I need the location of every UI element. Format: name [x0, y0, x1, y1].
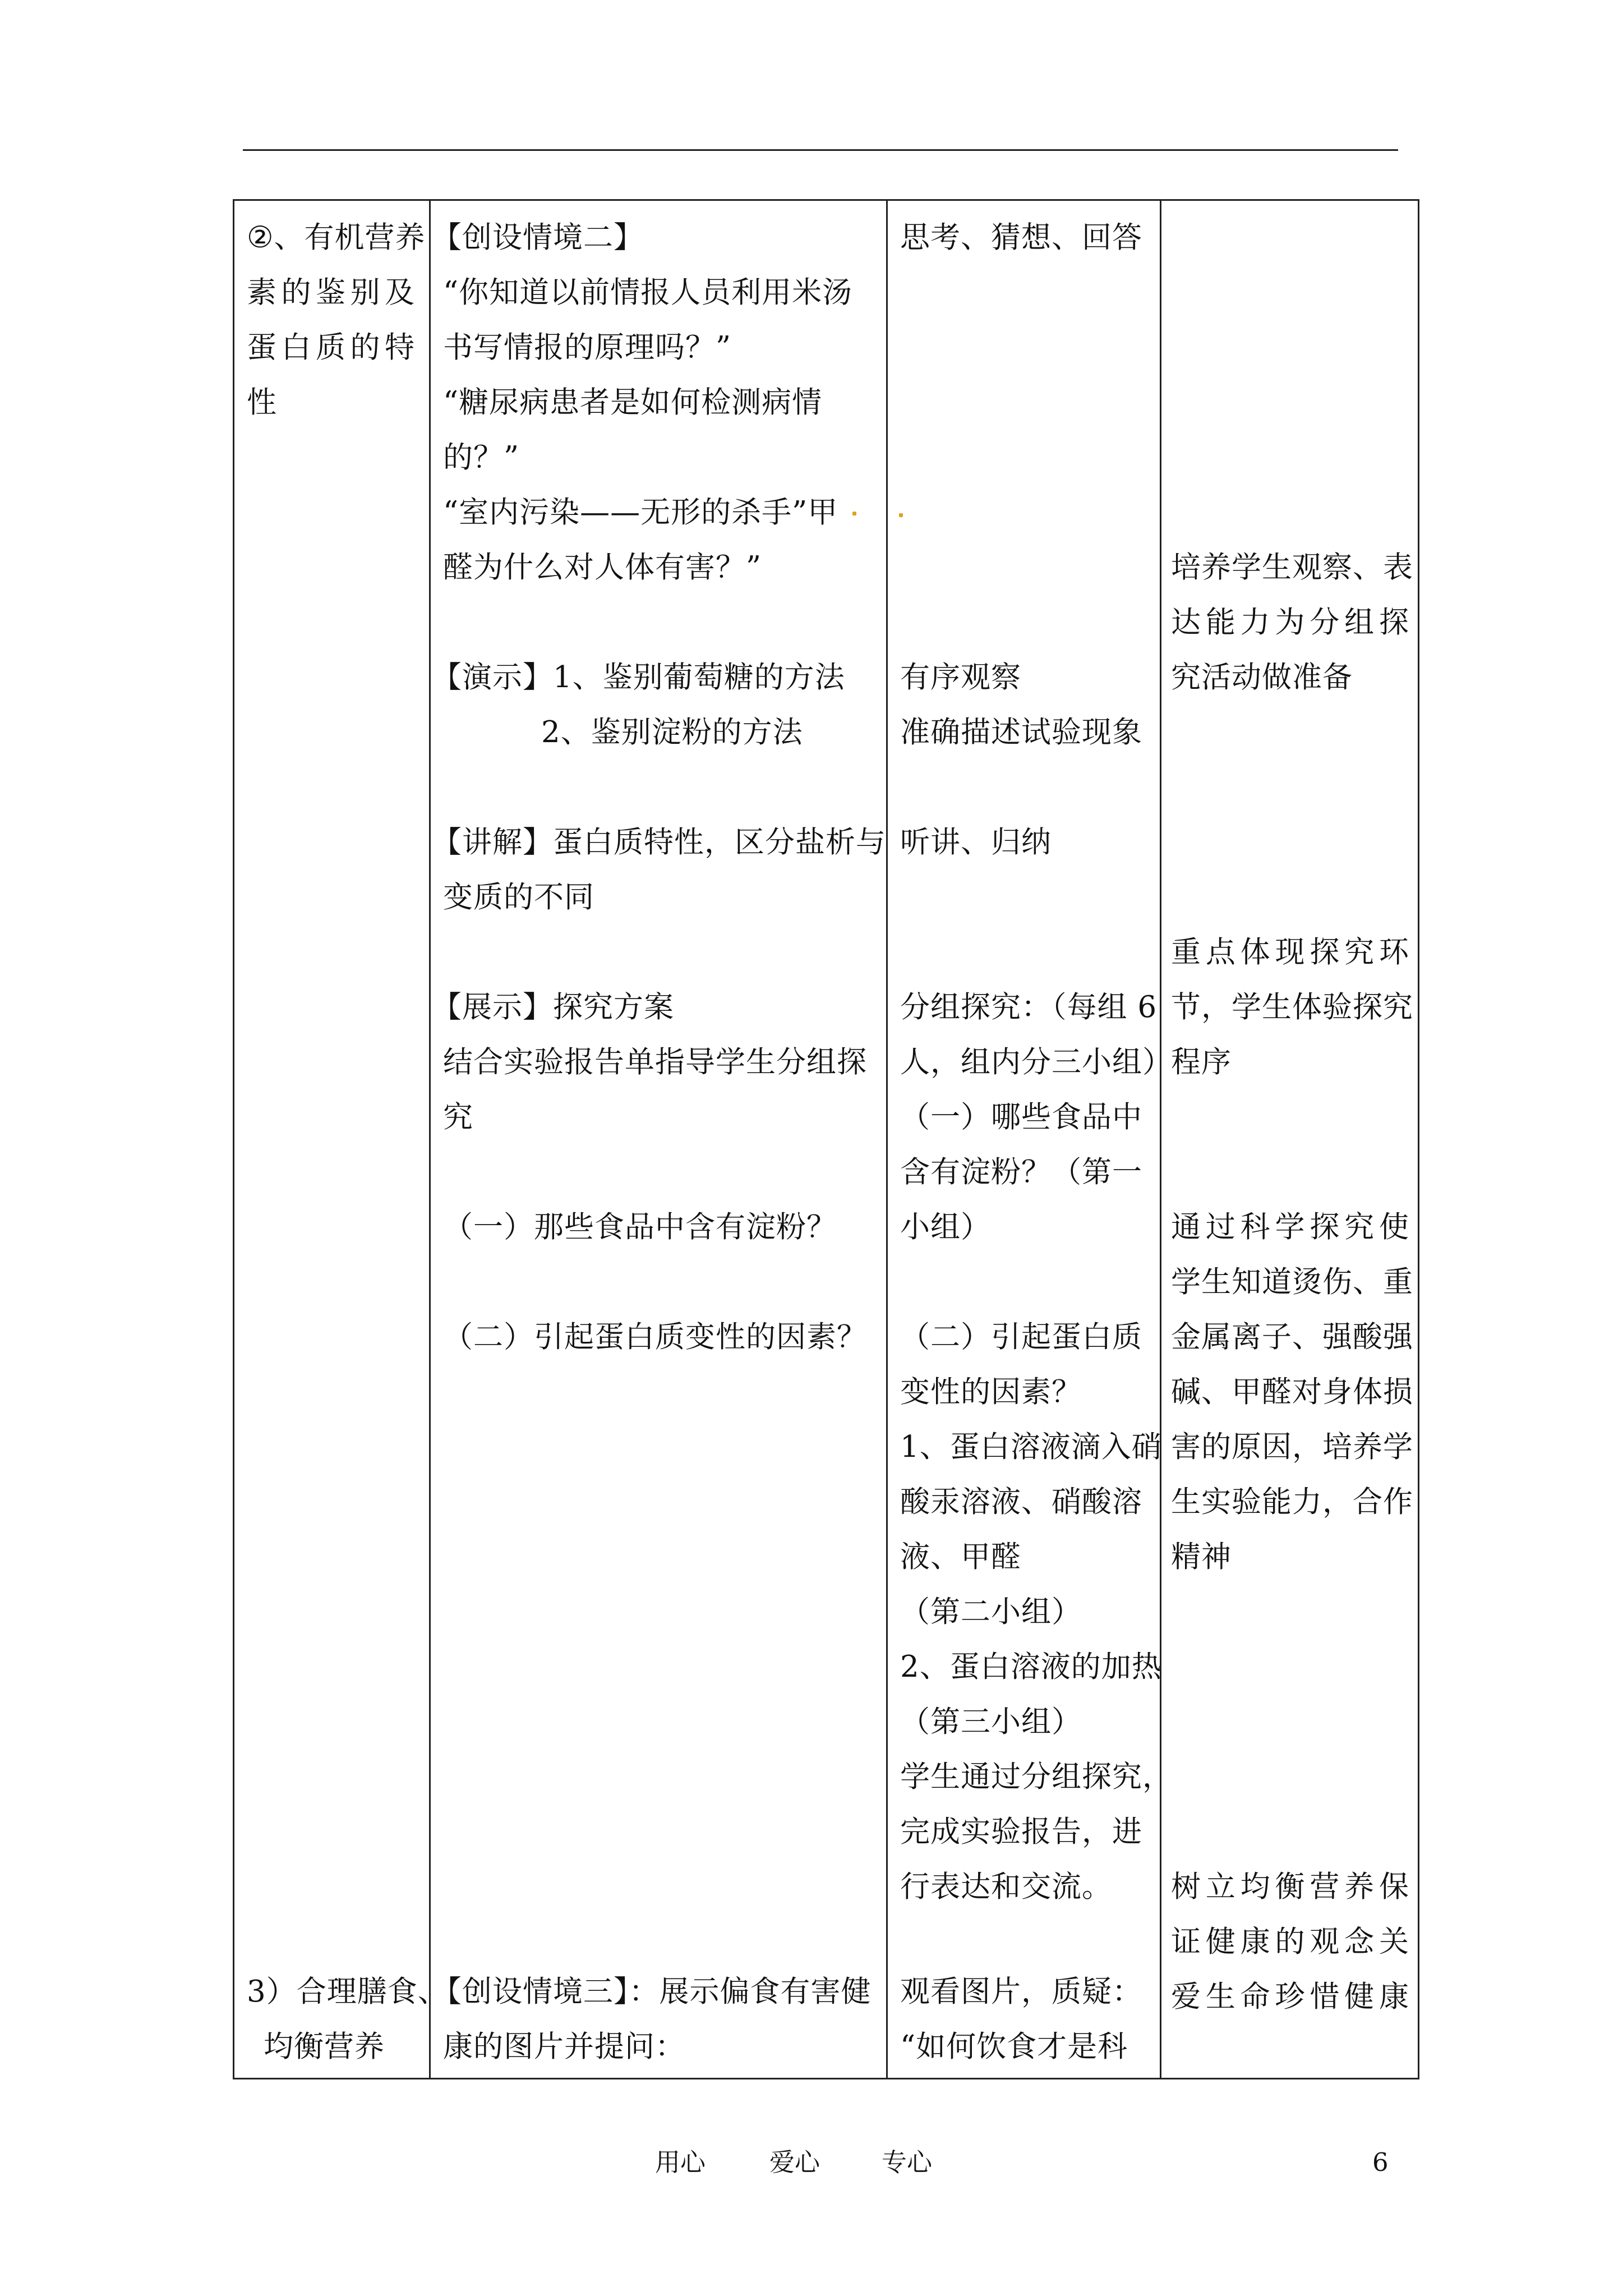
topic-line: 蛋 白 质 的 特: [247, 330, 415, 365]
intent-line: 培 养 学 生 观 察 、 表: [1171, 550, 1413, 585]
student-line: 学生通过分组探究，: [900, 1760, 1173, 1794]
show-desc: 究: [443, 1100, 473, 1134]
intent-line: 树 立 均 衡 营 养 保: [1171, 1870, 1409, 1904]
scenario-question: “室内污染——无形的杀手”甲: [443, 495, 838, 530]
inquiry-item: （二）引起蛋白质变性的因素？: [443, 1320, 867, 1354]
demo-line: 【演示】1、鉴别葡萄糖的方法: [432, 660, 845, 694]
intent-line: 精神: [1171, 1540, 1232, 1574]
intent-line: 学 生 知 道 烫 伤 、 重: [1171, 1265, 1413, 1299]
intent-line: 害 的 原 因 ， 培 养 学: [1171, 1430, 1413, 1464]
scenario-question: 书写情报的原理吗？”: [443, 330, 732, 365]
lecture-line: 变质的不同: [443, 880, 594, 914]
inquiry-item: （一）那些食品中含有淀粉？: [443, 1210, 837, 1244]
topic-line: 性: [247, 385, 277, 420]
student-line: 观看图片，质疑：: [900, 1975, 1142, 2009]
footer-motto-2: 爱心: [769, 2147, 820, 2177]
footer-motto-1: 用心: [655, 2147, 706, 2177]
intent-line: 证 健 康 的 观 念 关: [1171, 1925, 1409, 1959]
intent-line: 节 ， 学 生 体 验 探 究: [1171, 990, 1413, 1024]
scenario-line: 【创设情境三】：展示偏食有害健: [432, 1975, 872, 2009]
scenario-title: 【创设情境二】: [432, 220, 644, 255]
footer-motto-3: 专心: [882, 2147, 933, 2177]
header-rule: [243, 149, 1398, 151]
show-title: 【展示】探究方案: [432, 990, 674, 1024]
student-line: （第二小组）: [900, 1595, 1082, 1629]
lecture-line: 【讲解】蛋白质特性，区分盐析与: [432, 825, 886, 859]
mark-dot: [852, 512, 856, 516]
topic-line: 均衡营养: [264, 2030, 385, 2064]
scenario-line: 康的图片并提问：: [443, 2030, 685, 2064]
intent-line: 生 实 验 能 力 ， 合 作: [1171, 1485, 1413, 1519]
topic-line: 素 的 鉴 别 及: [247, 275, 415, 310]
student-line: 思考、猜想、回答: [900, 220, 1142, 255]
student-line: 听讲、归纳: [900, 825, 1052, 859]
show-desc: 结合实验报告单指导学生分组探: [443, 1045, 867, 1079]
scenario-question: 醛为什么对人体有害？”: [443, 550, 762, 585]
scenario-question: “你知道以前情报人员利用米汤: [443, 275, 853, 310]
student-line: 液、甲醛: [900, 1540, 1021, 1574]
student-activity-column: [886, 199, 1173, 2079]
scenario-question: 的？”: [443, 440, 520, 475]
intent-line: 重 点 体 现 探 究 环: [1171, 935, 1409, 969]
intent-line: 通 过 科 学 探 究 使: [1171, 1210, 1409, 1244]
student-line: “如何饮食才是科: [900, 2030, 1128, 2064]
intent-line: 金 属 离 子 、 强 酸 强: [1171, 1320, 1413, 1354]
teacher-activity-column: [429, 199, 886, 2079]
student-line: 含有淀粉？（第一: [900, 1155, 1142, 1189]
student-line: 酸汞溶液、硝酸溶: [900, 1485, 1142, 1519]
scenario-question: “糖尿病患者是如何检测病情: [443, 385, 823, 420]
student-line: （第三小组）: [900, 1705, 1082, 1739]
student-line: 人，组内分三小组）: [900, 1045, 1173, 1079]
design-intent-column: [1160, 199, 1419, 2079]
intent-line: 究活动做准备: [1171, 660, 1353, 694]
page-number: 6: [1372, 2147, 1389, 2177]
intent-line: 碱 、 甲 醛 对 身 体 损: [1171, 1375, 1413, 1409]
student-line: （二）引起蛋白质: [900, 1320, 1142, 1354]
topic-column: [233, 199, 448, 2079]
student-line: 有序观察: [900, 660, 1021, 694]
student-line: 完成实验报告，进: [900, 1815, 1142, 1849]
topic-line: ② 、 有 机 营 养: [247, 220, 426, 255]
topic-line: 3）合理膳食、: [247, 1975, 448, 2009]
intent-line: 达 能 力 为 分 组 探: [1171, 605, 1409, 639]
student-line: 2、蛋白溶液的加热: [900, 1650, 1162, 1684]
demo-line: 2、鉴别淀粉的方法: [541, 715, 803, 749]
student-line: （一）哪些食品中: [900, 1100, 1142, 1134]
student-line: 小组）: [900, 1210, 991, 1244]
student-line: 准确描述试验现象: [900, 715, 1142, 749]
student-line: 变性的因素？: [900, 1375, 1082, 1409]
student-line: 行表达和交流。: [900, 1870, 1112, 1904]
student-line: 分组探究：（每组 6: [900, 990, 1158, 1024]
mark-dot: [899, 513, 903, 517]
student-line: 1、蛋白溶液滴入硝: [900, 1430, 1162, 1464]
intent-line: 爱 生 命 珍 惜 健 康: [1171, 1980, 1409, 2014]
intent-line: 程序: [1171, 1045, 1232, 1079]
